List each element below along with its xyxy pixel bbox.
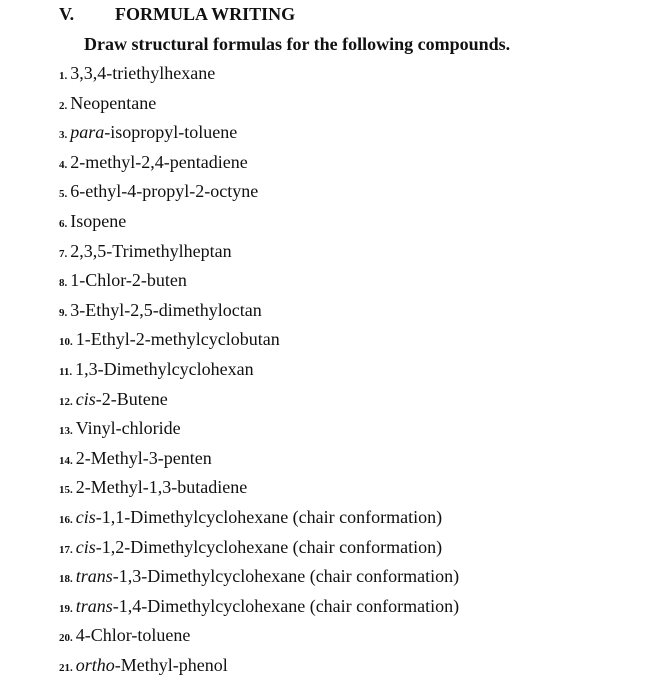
instruction-text: Draw structural formulas for the following compounds. — [84, 34, 511, 54]
list-item — [59, 653, 459, 683]
item-prefix: cis — [75, 536, 96, 557]
list-item — [59, 387, 459, 417]
list-item — [59, 150, 459, 180]
item-number: 16. — [59, 513, 73, 526]
item-number: 1. — [59, 70, 68, 82]
item-text: Isopene — [70, 210, 127, 231]
item-number: 5. — [59, 188, 68, 201]
section-heading — [59, 2, 295, 26]
item-text: -Methyl-phenol — [114, 654, 228, 675]
item-number: 14. — [59, 454, 73, 467]
item-text: -1,4-Dimethylcyclohexane (chair conformation) — [112, 595, 460, 616]
list-item — [59, 268, 459, 298]
list-item — [59, 61, 459, 91]
list-item — [59, 535, 459, 565]
list-item — [59, 357, 459, 387]
list-item — [59, 594, 459, 624]
item-text: -isopropyl-toluene — [104, 122, 238, 143]
item-prefix: trans — [75, 595, 113, 616]
item-text: 3,3,4-triethylhexane — [70, 63, 216, 83]
item-prefix: cis — [75, 506, 96, 527]
item-text: Vinyl-chloride — [75, 418, 181, 439]
list-item — [59, 416, 459, 446]
item-number: 6. — [59, 217, 68, 230]
item-prefix: ortho — [75, 654, 115, 675]
section-title: FORMULA WRITING — [115, 4, 296, 24]
list-item — [59, 179, 459, 209]
list-item — [59, 475, 459, 505]
item-text: 1,3-Dimethylcyclohexan — [75, 358, 254, 379]
item-text: 2-methyl-2,4-pentadiene — [70, 151, 248, 172]
item-number: 21. — [59, 661, 73, 674]
compound-list — [59, 61, 459, 682]
list-item — [59, 91, 459, 121]
item-number: 9. — [59, 306, 68, 319]
list-item — [59, 623, 459, 653]
item-text: 1-Ethyl-2-methylcyclobutan — [75, 329, 280, 350]
item-prefix: cis — [75, 388, 96, 409]
item-number: 17. — [59, 543, 73, 556]
list-item — [59, 298, 459, 328]
item-text: 2-Methyl-1,3-butadiene — [75, 477, 248, 498]
item-number: 11. — [59, 365, 73, 378]
item-text: 3-Ethyl-2,5-dimethyloctan — [70, 299, 262, 320]
item-number: 4. — [59, 158, 68, 171]
item-number: 19. — [59, 602, 73, 615]
item-prefix: trans — [75, 566, 113, 587]
item-text: 4-Chlor-toluene — [75, 625, 191, 646]
item-number: 10. — [59, 336, 73, 349]
list-item — [59, 239, 459, 269]
item-number: 18. — [59, 573, 73, 586]
list-item — [59, 120, 459, 150]
item-number: 20. — [59, 632, 73, 645]
item-number: 3. — [59, 129, 68, 142]
item-text: -1,1-Dimethylcyclohexane (chair conformation) — [95, 506, 443, 527]
item-text: -2-Butene — [95, 388, 168, 409]
item-number: 7. — [59, 247, 68, 260]
list-item — [59, 505, 459, 535]
item-text: 6-ethyl-4-propyl-2-octyne — [70, 181, 259, 202]
item-text: 2-Methyl-3-penten — [75, 447, 212, 468]
item-text: 1-Chlor-2-buten — [70, 270, 187, 291]
item-number: 8. — [59, 277, 68, 290]
item-number: 13. — [59, 425, 73, 438]
item-text: -1,3-Dimethylcyclohexane (chair conformation) — [112, 566, 460, 587]
list-item — [59, 564, 459, 594]
list-item — [59, 327, 459, 357]
item-number: 12. — [59, 395, 73, 408]
item-prefix: para — [70, 122, 105, 143]
section-number: V. — [59, 4, 75, 24]
item-text: -1,2-Dimethylcyclohexane (chair conformation) — [95, 536, 443, 557]
item-text: 2,3,5-Trimethylheptan — [70, 240, 232, 261]
list-item — [59, 209, 459, 239]
list-item — [59, 446, 459, 476]
item-number: 2. — [59, 99, 68, 112]
item-text: Neopentane — [70, 92, 157, 113]
item-number: 15. — [59, 484, 73, 497]
